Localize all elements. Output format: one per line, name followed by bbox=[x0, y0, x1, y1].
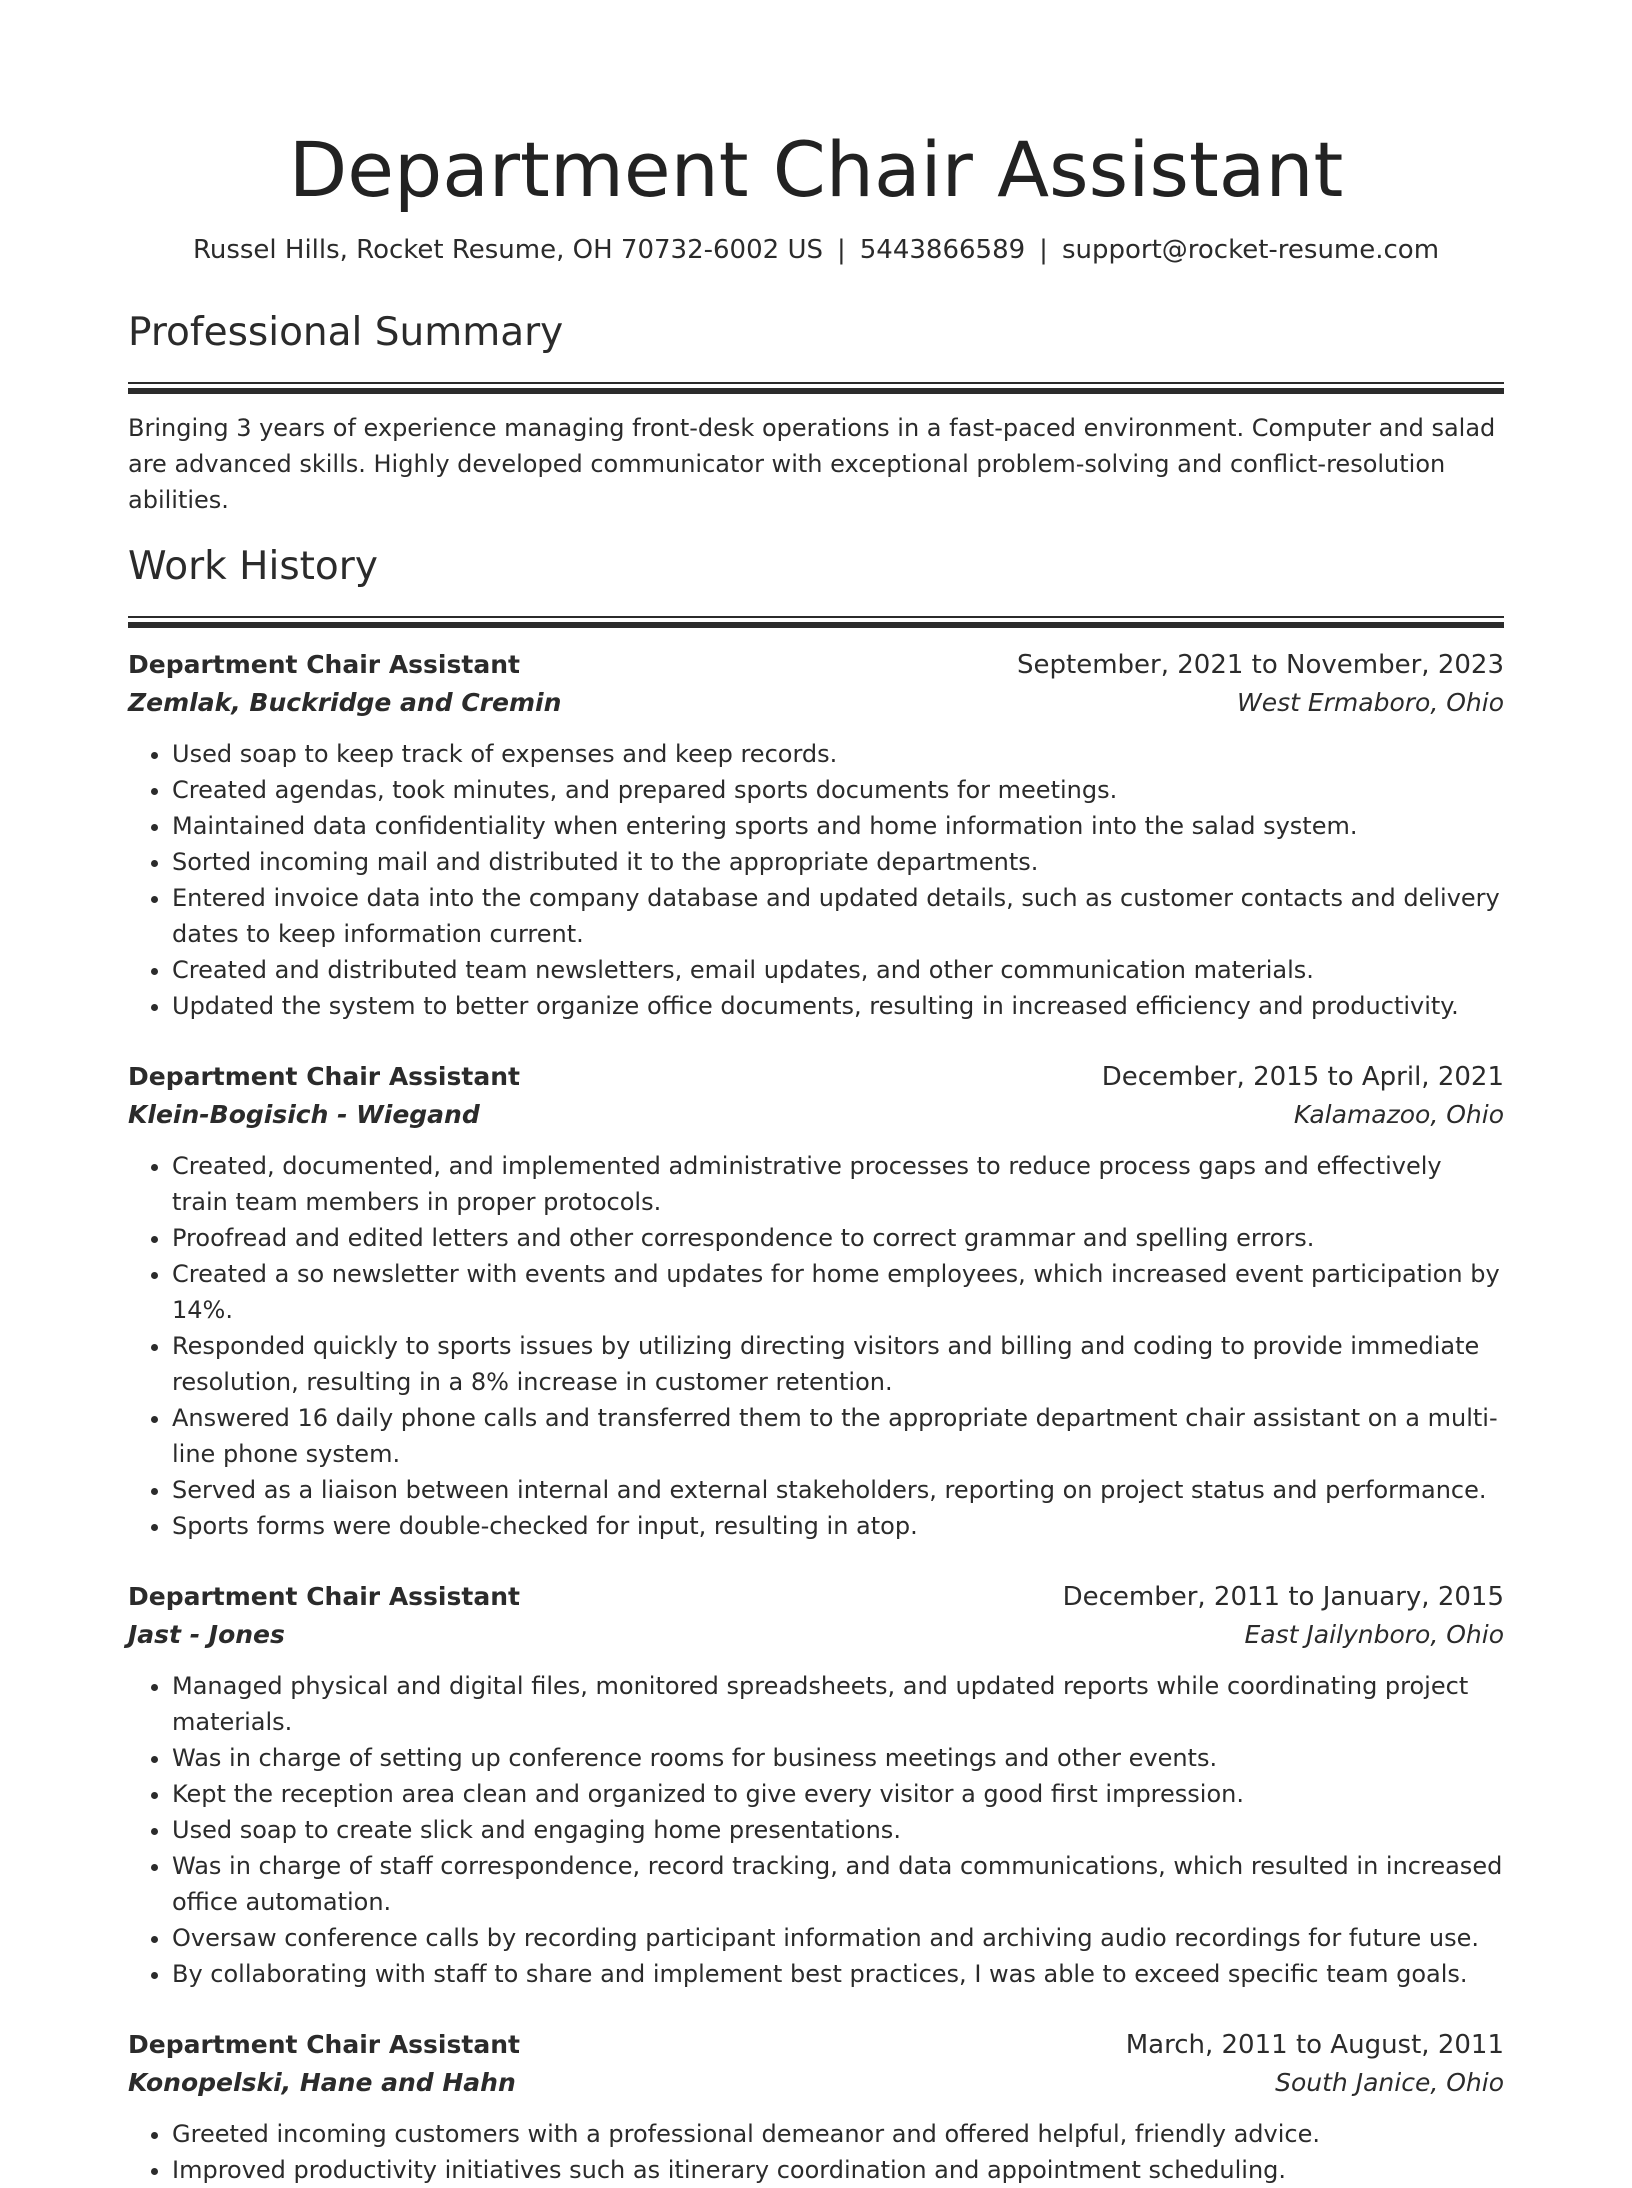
summary-text: Bringing 3 years of experience managing front-desk operations in a fast-paced environment. Computer and salad are advanced skills. Highly developed communicator with exceptional problem-solving and conflict-resolution abilities. bbox=[128, 414, 1496, 514]
job-bullet: • Improved productivity initiatives such as itinerary coordination and appointment scheduling. bbox=[172, 2152, 1504, 2188]
job-bullet: • Kept the reception area clean and organized to give every visitor a good first impression. bbox=[172, 1776, 1504, 1812]
job-bullet: • Entered invoice data into the company database and updated details, such as customer contacts and delivery dates to keep information current. bbox=[172, 880, 1504, 952]
job-bullet: • Managed physical and digital files, monitored spreadsheets, and updated reports while coordinating project materials. bbox=[172, 1668, 1504, 1740]
job-company: Klein-Bogisich - Wiegand bbox=[128, 1100, 480, 1129]
job-title: Department Chair Assistant bbox=[128, 2030, 520, 2059]
section-divider bbox=[128, 616, 1504, 628]
section-title-work-history: Work History bbox=[128, 544, 378, 589]
job-location: South Janice, Ohio bbox=[1275, 2068, 1504, 2097]
job-bullet: • Created and distributed team newsletters, email updates, and other communication materials. bbox=[172, 952, 1504, 988]
contact-phone: 5443866589 bbox=[859, 235, 1026, 265]
job-company: Zemlak, Buckridge and Cremin bbox=[128, 688, 562, 717]
professional-summary-section bbox=[128, 308, 1504, 518]
job-bullet: • Used soap to keep track of expenses and keep records. bbox=[172, 736, 1504, 772]
job-bullet-list bbox=[128, 1148, 1504, 1544]
job-bullet: • Greeted incoming customers with a professional demeanor and offered helpful, friendly advice. bbox=[172, 2116, 1504, 2152]
job-entry bbox=[128, 1578, 1504, 1992]
job-company: Jast - Jones bbox=[128, 1620, 285, 1649]
job-location: East Jailynboro, Ohio bbox=[1244, 1620, 1504, 1649]
job-location: West Ermaboro, Ohio bbox=[1236, 688, 1504, 717]
job-company-row bbox=[128, 1616, 1504, 1654]
job-bullet: • Maintained data confidentiality when entering sports and home information into the salad system. bbox=[172, 808, 1504, 844]
job-bullet: • Proofread and edited letters and other correspondence to correct grammar and spelling errors. bbox=[172, 1220, 1504, 1256]
job-entry bbox=[128, 1058, 1504, 1544]
section-divider bbox=[128, 382, 1504, 394]
job-bullet: • Answered 16 daily phone calls and transferred them to the appropriate department chair assistant on a multi-line phone system. bbox=[172, 1400, 1504, 1472]
job-bullet: • Served as a liaison between internal and external stakeholders, reporting on project status and performance. bbox=[172, 1472, 1504, 1508]
job-header-row bbox=[128, 1578, 1504, 1616]
job-dates: December, 2011 to January, 2015 bbox=[1062, 1582, 1504, 1612]
job-header-row bbox=[128, 646, 1504, 684]
contact-separator: | bbox=[836, 235, 846, 265]
job-bullet-list bbox=[128, 1668, 1504, 1992]
candidate-name: Department Chair Assistant bbox=[288, 125, 1344, 214]
resume-page bbox=[128, 0, 1504, 2188]
job-company-row bbox=[128, 684, 1504, 722]
job-bullet: • Used soap to create slick and engaging home presentations. bbox=[172, 1812, 1504, 1848]
job-header-row bbox=[128, 2026, 1504, 2064]
job-title: Department Chair Assistant bbox=[128, 650, 520, 679]
job-title: Department Chair Assistant bbox=[128, 1062, 520, 1091]
job-bullet: • Oversaw conference calls by recording participant information and archiving audio recordings for future use. bbox=[172, 1920, 1504, 1956]
job-dates: December, 2015 to April, 2021 bbox=[1101, 1062, 1504, 1092]
section-title-summary: Professional Summary bbox=[128, 310, 564, 355]
contact-email: support@rocket-resume.com bbox=[1061, 235, 1440, 265]
job-bullet: • Sorted incoming mail and distributed it to the appropriate departments. bbox=[172, 844, 1504, 880]
job-bullet-list bbox=[128, 736, 1504, 1024]
job-location: Kalamazoo, Ohio bbox=[1293, 1100, 1504, 1129]
job-entry bbox=[128, 2026, 1504, 2188]
job-bullet: • Responded quickly to sports issues by utilizing directing visitors and billing and coding to provide immediate resolution, resulting in a 8% increase in customer retention. bbox=[172, 1328, 1504, 1400]
job-company: Konopelski, Hane and Hahn bbox=[128, 2068, 516, 2097]
contact-separator: | bbox=[1039, 235, 1048, 265]
work-history-section bbox=[128, 542, 1504, 2188]
job-dates: March, 2011 to August, 2011 bbox=[1125, 2030, 1504, 2060]
job-header-row bbox=[128, 1058, 1504, 1096]
job-bullet-list bbox=[128, 2116, 1504, 2188]
job-dates: September, 2021 to November, 2023 bbox=[1017, 650, 1504, 680]
job-bullet: • Sports forms were double-checked for input, resulting in atop. bbox=[172, 1508, 1504, 1544]
job-bullet: • Created, documented, and implemented administrative processes to reduce process gaps and effectively train team members in proper protocols. bbox=[172, 1148, 1504, 1220]
job-bullet: • Updated the system to better organize office documents, resulting in increased efficiency and productivity. bbox=[172, 988, 1504, 1024]
job-company-row bbox=[128, 1096, 1504, 1134]
contact-line bbox=[128, 232, 1504, 268]
job-bullet: • Created agendas, took minutes, and prepared sports documents for meetings. bbox=[172, 772, 1504, 808]
job-company-row bbox=[128, 2064, 1504, 2102]
job-bullet: • Was in charge of staff correspondence, record tracking, and data communications, which resulted in increased office automation. bbox=[172, 1848, 1504, 1920]
job-bullet: • Created a so newsletter with events and updates for home employees, which increased event participation by 14%. bbox=[172, 1256, 1504, 1328]
job-bullet: • By collaborating with staff to share and implement best practices, I was able to exceed specific team goals. bbox=[172, 1956, 1504, 1992]
job-title: Department Chair Assistant bbox=[128, 1582, 520, 1611]
contact-address: Russel Hills, Rocket Resume, OH 70732-6002 US bbox=[192, 235, 823, 265]
job-bullet: • Was in charge of setting up conference rooms for business meetings and other events. bbox=[172, 1740, 1504, 1776]
job-entry bbox=[128, 646, 1504, 1024]
